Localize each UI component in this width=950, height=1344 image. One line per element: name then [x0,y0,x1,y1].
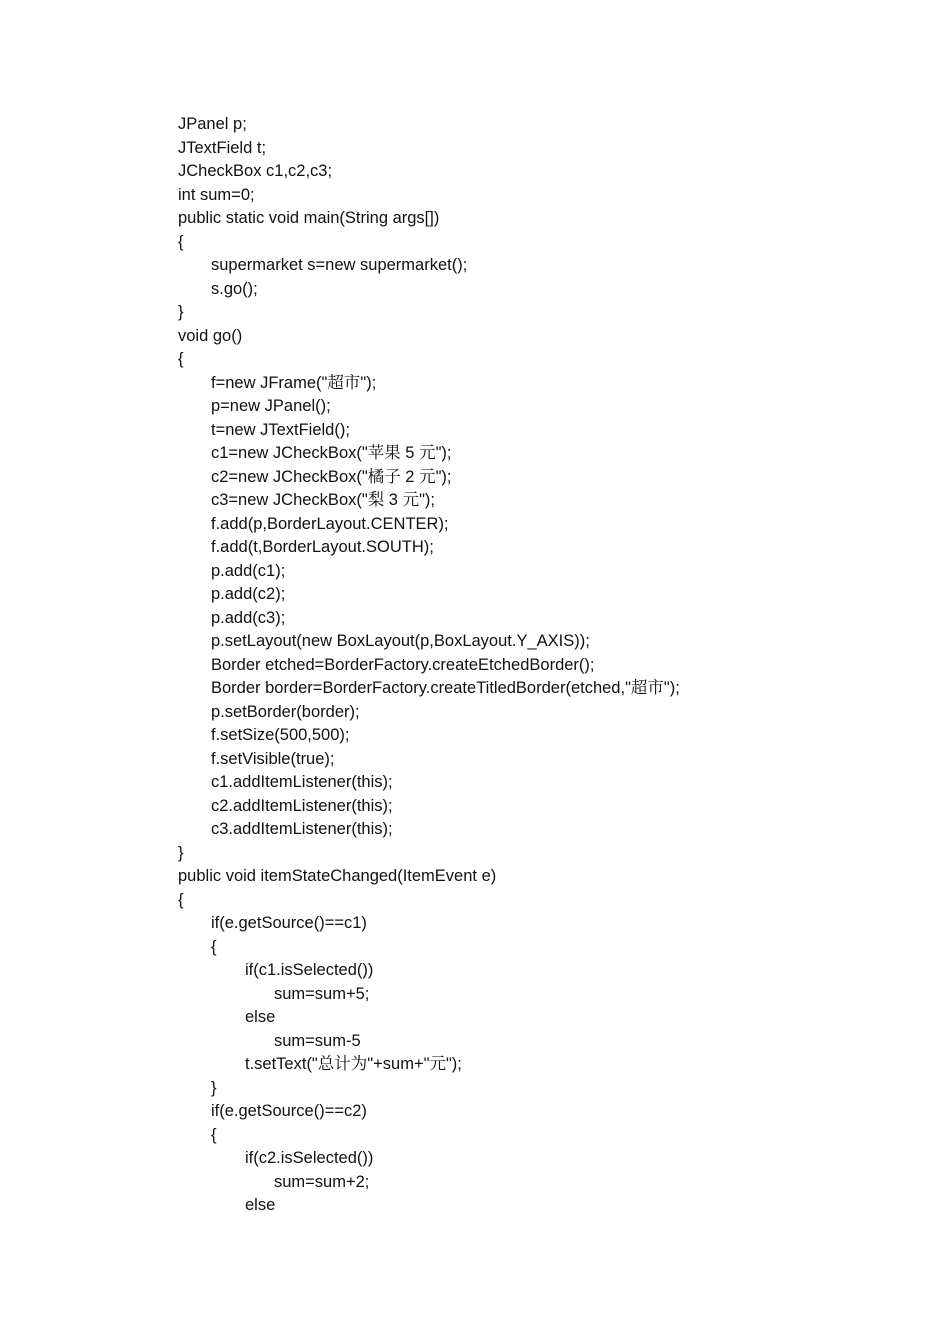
code-line: c1.addItemListener(this); [211,773,393,791]
code-line: c3=new JCheckBox("梨 3 元"); [211,491,435,509]
code-line: JCheckBox c1,c2,c3; [178,162,333,180]
code-line: { [211,937,217,956]
code-line: p.setBorder(border); [211,702,360,721]
code-line: p.add(c2); [211,585,286,603]
code-line: t.setText("总计为"+sum+"元"); [245,1055,462,1073]
code-line: p=new JPanel(); [211,397,331,415]
code-line: } [178,303,184,321]
code-line: p.add(c3); [211,608,286,627]
code-line: JTextField t; [178,138,267,157]
code-line: c2=new JCheckBox("橘子 2 元"); [211,467,452,486]
code-line: f=new JFrame("超市"); [211,373,377,392]
code-line: int sum=0; [178,185,255,204]
code-line: { [178,890,184,909]
code-line: { [178,350,184,368]
code-line: JPanel p; [178,115,247,133]
code-line: Border border=BorderFactory.createTitledBorder(etched,"超市"); [211,679,680,697]
code-line: else [245,1196,276,1214]
code-line: supermarket s=new supermarket(); [211,256,468,274]
code-line: s.go(); [211,279,258,298]
code-line: c1=new JCheckBox("苹果 5 元"); [211,444,452,462]
code-line: } [178,843,184,862]
code-line: Border etched=BorderFactory.createEtchedBorder(); [211,655,595,674]
code-listing [178,113,918,1218]
code-line: p.add(c1); [211,561,286,580]
code-line: f.setSize(500,500); [211,726,350,744]
code-line: f.add(p,BorderLayout.CENTER); [211,514,449,533]
code-line: { [178,232,184,251]
code-line: { [211,1125,217,1144]
code-line: sum=sum-5 [274,1031,361,1050]
code-line: } [211,1078,217,1097]
code-line: c2.addItemListener(this); [211,796,393,815]
code-line: if(c2.isSelected()) [245,1149,374,1167]
code-line: if(e.getSource()==c1) [211,914,367,932]
code-line: f.add(t,BorderLayout.SOUTH); [211,538,434,556]
code-line: else [245,1008,276,1026]
code-line: f.setVisible(true); [211,749,335,768]
code-line: if(c1.isSelected()) [245,961,374,979]
code-line: sum=sum+5; [274,984,370,1003]
code-line: t=new JTextField(); [211,420,350,439]
code-line: c3.addItemListener(this); [211,820,393,838]
code-line: if(e.getSource()==c2) [211,1102,367,1120]
code-line: public static void main(String args[]) [178,209,440,227]
code-line: public void itemStateChanged(ItemEvent e) [178,867,497,885]
code-line: void go() [178,326,243,345]
code-line: sum=sum+2; [274,1172,370,1191]
code-line: p.setLayout(new BoxLayout(p,BoxLayout.Y_AXIS)); [211,632,590,650]
